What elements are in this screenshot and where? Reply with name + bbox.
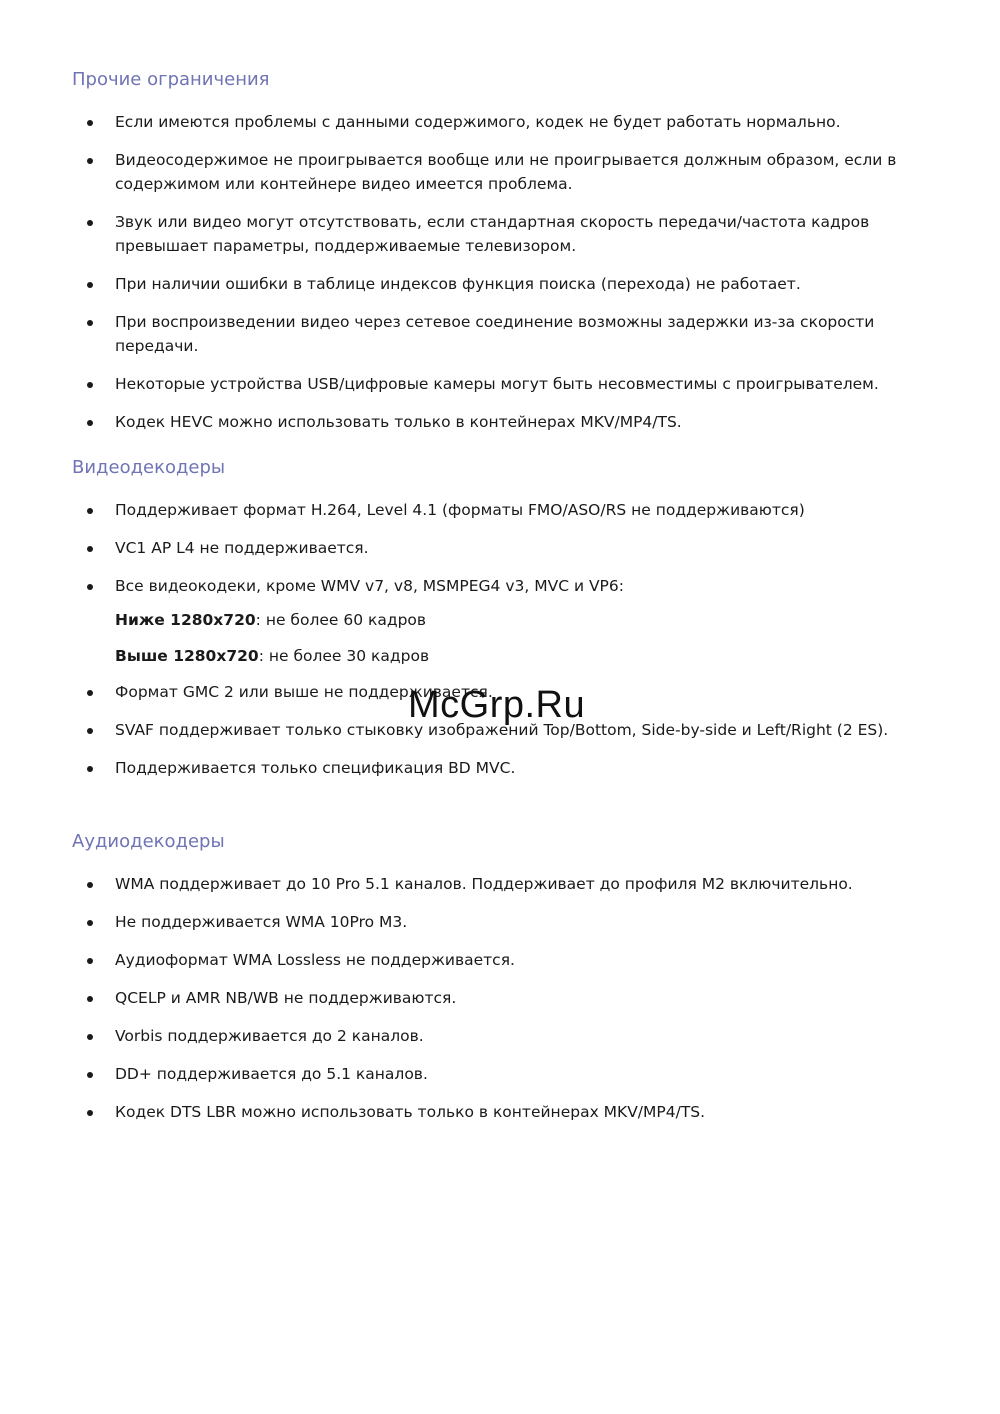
list-item: WMA поддерживает до 10 Pro 5.1 каналов. Поддерживает до профиля M2 включительно. [72, 872, 952, 896]
list-item: Аудиоформат WMA Lossless не поддерживается. [72, 948, 952, 972]
section-video-decoders [72, 456, 952, 794]
bullet-list-audio [72, 872, 952, 1124]
list-item: Поддерживается только спецификация BD MVC. [72, 756, 952, 780]
section-title-video: Видеодекодеры [72, 457, 226, 478]
list-item: DD+ поддерживается до 5.1 каналов. [72, 1062, 952, 1086]
bullet-list-other [72, 110, 952, 434]
list-item: SVAF поддерживает только стыковку изображений Top/Bottom, Side-by-side и Left/Right (2 ES). [72, 718, 952, 742]
list-item: Если имеются проблемы с данными содержимого, кодек не будет работать нормально. [72, 110, 952, 134]
section-title-other: Прочие ограничения [72, 69, 270, 90]
watermark-logo: McGrp.Ru [408, 684, 586, 726]
framerate-limit-above [72, 644, 952, 668]
list-item: При воспроизведении видео через сетевое соединение возможны задержки из-за скорости передачи. [72, 310, 952, 358]
list-item: Кодек DTS LBR можно использовать только в контейнерах MKV/MP4/TS. [72, 1100, 952, 1124]
framerate-label-below: Ниже 1280x720 [115, 611, 256, 629]
list-item: Видеосодержимое не проигрывается вообще или не проигрывается должным образом, если в содержимом или контейнере видео имеется проблема. [72, 148, 952, 196]
section-audio-decoders [72, 830, 952, 1138]
list-item: Кодек HEVC можно использовать только в контейнерах MKV/MP4/TS. [72, 410, 952, 434]
list-item: Не поддерживается WMA 10Pro M3. [72, 910, 952, 934]
section-other-limitations [72, 68, 952, 448]
list-item: Звук или видео могут отсутствовать, если стандартная скорость передачи/частота кадров превышает параметры, поддерживаемые телевизором. [72, 210, 952, 258]
framerate-value-below: : не более 60 кадров [255, 611, 427, 629]
framerate-limit-below [72, 608, 952, 632]
list-item: При наличии ошибки в таблице индексов функция поиска (перехода) не работает. [72, 272, 952, 296]
framerate-label-above: Выше 1280x720 [115, 647, 259, 665]
list-item: Формат GMC 2 или выше не поддерживается. [72, 680, 952, 704]
list-item: Некоторые устройства USB/цифровые камеры могут быть несовместимы с проигрывателем. [72, 372, 952, 396]
list-item: QCELP и AMR NB/WB не поддерживаются. [72, 986, 952, 1010]
bullet-list-video [72, 498, 952, 598]
section-title-audio: Аудиодекодеры [72, 831, 225, 852]
framerate-value-above: : не более 30 кадров [258, 647, 430, 665]
list-item: VC1 AP L4 не поддерживается. [72, 536, 952, 560]
list-item: Все видеокодеки, кроме WMV v7, v8, MSMPEG4 v3, MVC и VP6: [72, 574, 952, 598]
list-item: Vorbis поддерживается до 2 каналов. [72, 1024, 952, 1048]
list-item: Поддерживает формат H.264, Level 4.1 (форматы FMO/ASO/RS не поддерживаются) [72, 498, 952, 522]
